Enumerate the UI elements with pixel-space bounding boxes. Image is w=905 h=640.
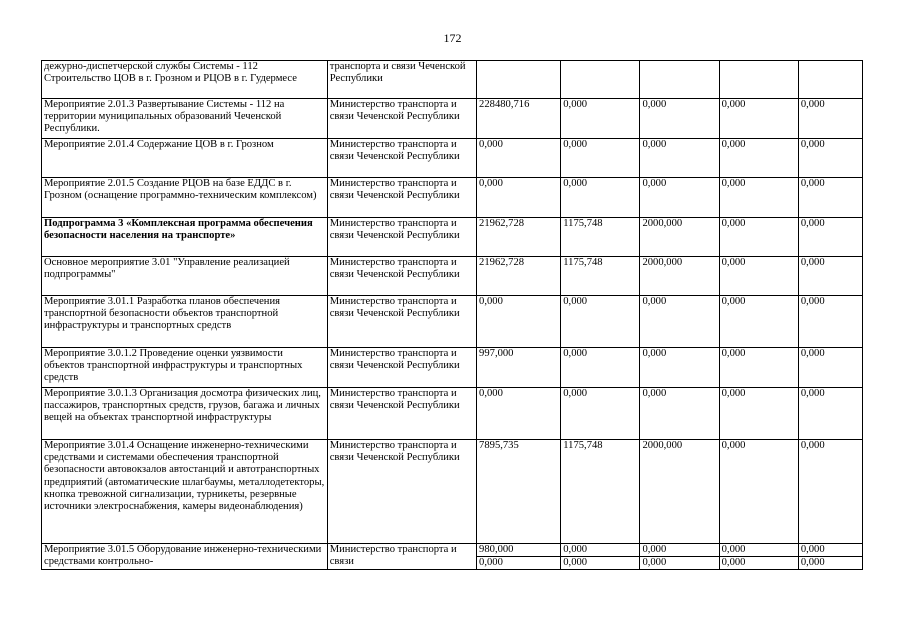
value-line: 0,000	[477, 556, 560, 569]
value-cell: 0,000	[719, 99, 798, 139]
executor-cell: Министерство транспорта и связи Чеченской Республики	[327, 348, 476, 388]
executor-cell: Министерство транспорта и связи Чеченской Республики	[327, 388, 476, 440]
table-row	[42, 440, 863, 544]
table-row	[42, 218, 863, 257]
value-cell: 21962,728	[477, 218, 561, 257]
value-cell: 21962,728	[477, 257, 561, 296]
table-row	[42, 544, 863, 570]
value-line: 0,000	[721, 544, 746, 555]
value-cell: 0,000	[719, 178, 798, 218]
executor-cell: Министерство транспорта и связи Чеченской Республики	[327, 139, 476, 178]
value-cell: 2000,000	[640, 257, 719, 296]
value-cell: 0,000	[640, 178, 719, 218]
value-cell: 0,000	[719, 348, 798, 388]
value-cell: 0,000	[719, 440, 798, 544]
value-line: 980,000	[479, 544, 514, 555]
table-row	[42, 296, 863, 348]
value-cell: 0,000	[640, 348, 719, 388]
activity-name-cell: Мероприятие 2.01.5 Создание РЦОВ на базе ЕДДС в г. Грозном (оснащение программно-техническим комплексом)	[42, 178, 328, 218]
activity-name-cell: Мероприятие 3.01.5 Оборудование инженерно-техническими средствами контрольно-	[42, 544, 328, 570]
value-line: 0,000	[561, 556, 639, 569]
value-cell	[561, 544, 640, 570]
value-cell: 0,000	[561, 388, 640, 440]
value-cell: 0,000	[640, 388, 719, 440]
value-cell: 1175,748	[561, 440, 640, 544]
executor-cell: Министерство транспорта и связи Чеченской Республики	[327, 296, 476, 348]
value-cell: 0,000	[798, 440, 862, 544]
value-cell	[640, 61, 719, 99]
value-cell: 7895,735	[477, 440, 561, 544]
activity-name-cell: Мероприятие 3.01.4 Оснащение инженерно-техническими средствами и системами обеспечения транспортной безопасности автовокзалов автостанций и автотранспортных предприятий (автоматические шлагбаумы, металлодетекторы, кнопка тревожной сигнализации, турникеты, резервные источники электроснабжения, камеры видеонаблюдения)	[42, 440, 328, 544]
value-line: 0,000	[800, 544, 825, 555]
value-cell: 0,000	[561, 99, 640, 139]
value-line: 0,000	[640, 556, 718, 569]
value-cell: 0,000	[798, 348, 862, 388]
table-row	[42, 139, 863, 178]
value-line: 0,000	[799, 556, 862, 569]
activity-name-cell: Мероприятие 2.01.3 Развертывание Системы - 112 на территории муниципальных образований Чеченской Республики.	[42, 99, 328, 139]
page-number: 172	[443, 31, 462, 45]
value-cell: 0,000	[640, 139, 719, 178]
value-cell	[561, 61, 640, 99]
value-cell: 0,000	[561, 139, 640, 178]
program-table	[41, 60, 863, 570]
value-cell	[719, 544, 798, 570]
value-cell	[719, 61, 798, 99]
table-row	[42, 61, 863, 99]
value-cell: 0,000	[798, 257, 862, 296]
value-cell: 0,000	[719, 139, 798, 178]
activity-name-cell: дежурно-диспетчерской службы Системы - 112 Строительство ЦОВ в г. Грозном и РЦОВ в г. Гудермесе	[42, 61, 328, 99]
value-cell	[798, 544, 862, 570]
activity-name-cell: Мероприятие 3.01.1 Разработка планов обеспечения транспортной безопасности объектов транспортной инфраструктуры и транспортных средств	[42, 296, 328, 348]
value-cell: 2000,000	[640, 440, 719, 544]
activity-name-cell: Основное мероприятие 3.01 "Управление реализацией подпрограммы"	[42, 257, 328, 296]
table-row	[42, 99, 863, 139]
executor-cell: Министерство транспорта и связи Чеченской Республики	[327, 257, 476, 296]
value-cell: 0,000	[798, 218, 862, 257]
value-cell: 0,000	[561, 178, 640, 218]
value-cell: 1175,748	[561, 257, 640, 296]
value-cell: 0,000	[477, 178, 561, 218]
value-cell: 0,000	[798, 139, 862, 178]
subprogram-name-cell: Подпрограмма 3 «Комплексная программа обеспечения безопасности населения на транспорте»	[42, 218, 328, 257]
value-cell: 997,000	[477, 348, 561, 388]
table-row	[42, 388, 863, 440]
value-line: 0,000	[563, 544, 588, 555]
value-cell: 0,000	[798, 99, 862, 139]
value-cell: 0,000	[561, 348, 640, 388]
value-cell: 0,000	[719, 257, 798, 296]
value-cell: 0,000	[719, 218, 798, 257]
executor-cell: Министерство транспорта и связи Чеченской Республики	[327, 178, 476, 218]
value-cell: 0,000	[640, 99, 719, 139]
value-cell: 0,000	[798, 178, 862, 218]
table-row	[42, 257, 863, 296]
value-cell: 228480,716	[477, 99, 561, 139]
value-line: 0,000	[642, 544, 667, 555]
value-cell: 0,000	[561, 296, 640, 348]
value-cell: 0,000	[798, 296, 862, 348]
value-cell	[798, 61, 862, 99]
activity-name-cell: Мероприятие 3.0.1.2 Проведение оценки уязвимости объектов транспортной инфраструктуры и транспортных средств	[42, 348, 328, 388]
value-cell	[477, 544, 561, 570]
value-cell: 0,000	[477, 139, 561, 178]
table-row	[42, 348, 863, 388]
value-cell: 1175,748	[561, 218, 640, 257]
value-cell	[477, 61, 561, 99]
executor-cell: Министерство транспорта и связи Чеченской Республики	[327, 218, 476, 257]
activity-name-cell: Мероприятие 3.0.1.3 Организация досмотра физических лиц, пассажиров, транспортных средств, грузов, багажа и личных вещей на объектах транспортной инфраструктуры	[42, 388, 328, 440]
value-cell: 0,000	[477, 296, 561, 348]
value-cell: 0,000	[719, 388, 798, 440]
value-cell: 0,000	[719, 296, 798, 348]
value-cell: 0,000	[477, 388, 561, 440]
table-row	[42, 178, 863, 218]
value-cell: 2000,000	[640, 218, 719, 257]
executor-cell: Министерство транспорта и связи	[327, 544, 476, 570]
value-cell	[640, 544, 719, 570]
executor-cell: Министерство транспорта и связи Чеченской Республики	[327, 440, 476, 544]
executor-cell: транспорта и связи Чеченской Республики	[327, 61, 476, 99]
value-cell: 0,000	[640, 296, 719, 348]
activity-name-cell: Мероприятие 2.01.4 Содержание ЦОВ в г. Грозном	[42, 139, 328, 178]
executor-cell: Министерство транспорта и связи Чеченской Республики	[327, 99, 476, 139]
value-cell: 0,000	[798, 388, 862, 440]
value-line: 0,000	[720, 556, 798, 569]
